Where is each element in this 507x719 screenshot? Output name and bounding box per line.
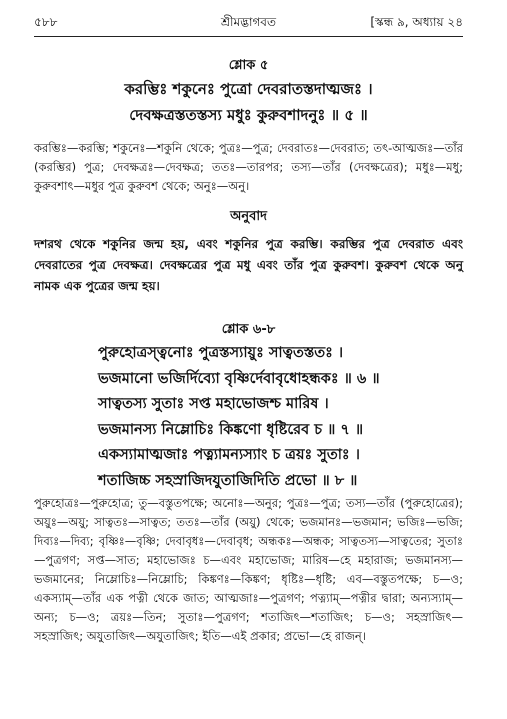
translation-heading: অনুবাদ — [230, 209, 267, 224]
verse-6-8-text — [34, 341, 463, 494]
verse-line: দেবক্ষত্রস্ততস্তস্য মধুঃ কুরুবশাদনুঃ ॥ ৫ ॥ — [129, 106, 368, 124]
verse-line: পুরুহোত্রস্ত্বনোঃ পুত্রস্তস্যায়ুঃ সাত্বতস্ততঃ । — [98, 345, 344, 361]
verse-5-translation: দশরথ থেকে শকুনির জন্ম হয়, এবং শকুনির পুত্র করম্ভি। করম্ভির পুত্র দেবরাত এবং দেবরাতের পুত্র দেবক্ষত্র। দেবক্ষত্রের পুত্র মধু এবং তাঁর পুত্র কুরুবশ। কুরুবশ থেকে অনু নামক এক পুত্রের জন্ম হয়। — [34, 237, 463, 293]
verse-5-text — [34, 76, 463, 128]
verse-line: সাত্বতস্য সুতাঃ সপ্ত মহাভোজশ্চ মারিষ । — [98, 396, 329, 412]
verse-6-8-synonyms: পুরুহোত্রঃ—পুরুহোত্র; তু—বস্তুতপক্ষে; অনোঃ—অনুর; পুত্রঃ—পুত্র; তস্য—তাঁর (পুরুহোত্রের); অয়ুঃ—অয়ু; সাত্বতঃ—সাত্বত; ততঃ—তাঁর (অয়ু) থেকে; ভজমানঃ—ভজমান; ভজিঃ—ভজি; দিব্যঃ—দিব্য; বৃষ্ণিঃ—বৃষ্ণি; দেবাবৃধঃ—দেবাবৃধ; অন্ধকঃ—অন্ধক; সাত্বতস্য—সাত্বতের; সুতাঃ—পুত্রগণ; সপ্ত—সাত; মহাভোজঃ চ—এবং মহাভোজ; মারিষ—হে মহারাজ; ভজমানস্য—ভজমানের; নিম্লোচিঃ—নিম্লোচি; কিঙ্কণঃ—কিঙ্কণ; ধৃষ্টিঃ—ধৃষ্টি; এব—বস্তুতপক্ষে; চ—ও; একস্যাম্—তাঁর এক পত্নী থেকে জাত; আত্মজাঃ—পুত্রগণ; পত্ন্যাম্—পত্নীর দ্বারা; অন্যস্যাম্—অন্য; চ—ও; ত্রয়ঃ—তিন; সুতাঃ—পুত্রগণ; শতাজিৎ—শতাজিৎ; চ—ও; সহস্রাজিৎ—সহস্রাজিৎ; অযুতাজিৎ—অযুতাজিৎ; ইতি—এই প্রকার; প্রভো—হে রাজন্। — [34, 496, 463, 643]
verse-5-synonyms: করম্ভিঃ—করম্ভি; শকুনেঃ—শকুনি থেকে; পুত্রঃ—পুত্র; দেবরাতঃ—দেবরাত; তৎ-আত্মজঃ—তাঁর (করম্ভির) পুত্র; দেবক্ষত্রঃ—দেবক্ষত্র; ততঃ—তারপর; তস্য—তাঁর (দেবক্ষত্রের); মধুঃ—মধু; কুরুবশাৎ—মধুর পুত্র কুরুবশ থেকে; অনুঃ—অনু। — [34, 141, 463, 193]
verse-line: শতাজিচ্চ সহস্রাজিদযুতাজিদিতি প্রভো ॥ ৮ ॥ — [98, 472, 358, 489]
verse-5-heading: শ্লোক ৫ — [228, 58, 269, 73]
book-title: শ্রীমদ্ভাগবত — [220, 15, 276, 29]
chapter-reference: [স্কন্ধ ৯, অধ্যায় ২৪ — [370, 15, 463, 29]
page-header — [34, 14, 463, 34]
verse-line: ভজমানস্য নিম্লোচিঃ কিঙ্কণো ধৃষ্টিরেব চ ॥ ৭ ॥ — [98, 421, 364, 438]
verse-line: ভজমানো ভজির্দিব্যো বৃষ্ণির্দেবাবৃধোহন্ধকঃ ॥ ৬ ॥ — [98, 370, 380, 387]
page-number: ৫৮৮ — [34, 15, 58, 29]
header-rule — [34, 36, 463, 37]
verse-6-8-heading: শ্লোক ৬-৮ — [221, 322, 276, 337]
verse-line: করম্ভিঃ শকুনেঃ পুত্রো দেবরাতস্তদাত্মজঃ । — [124, 80, 373, 98]
verse-line: একস্যামাত্মজাঃ পত্ন্যামন্যস্যাং চ ত্রয়ঃ সুতাঃ । — [98, 447, 360, 463]
